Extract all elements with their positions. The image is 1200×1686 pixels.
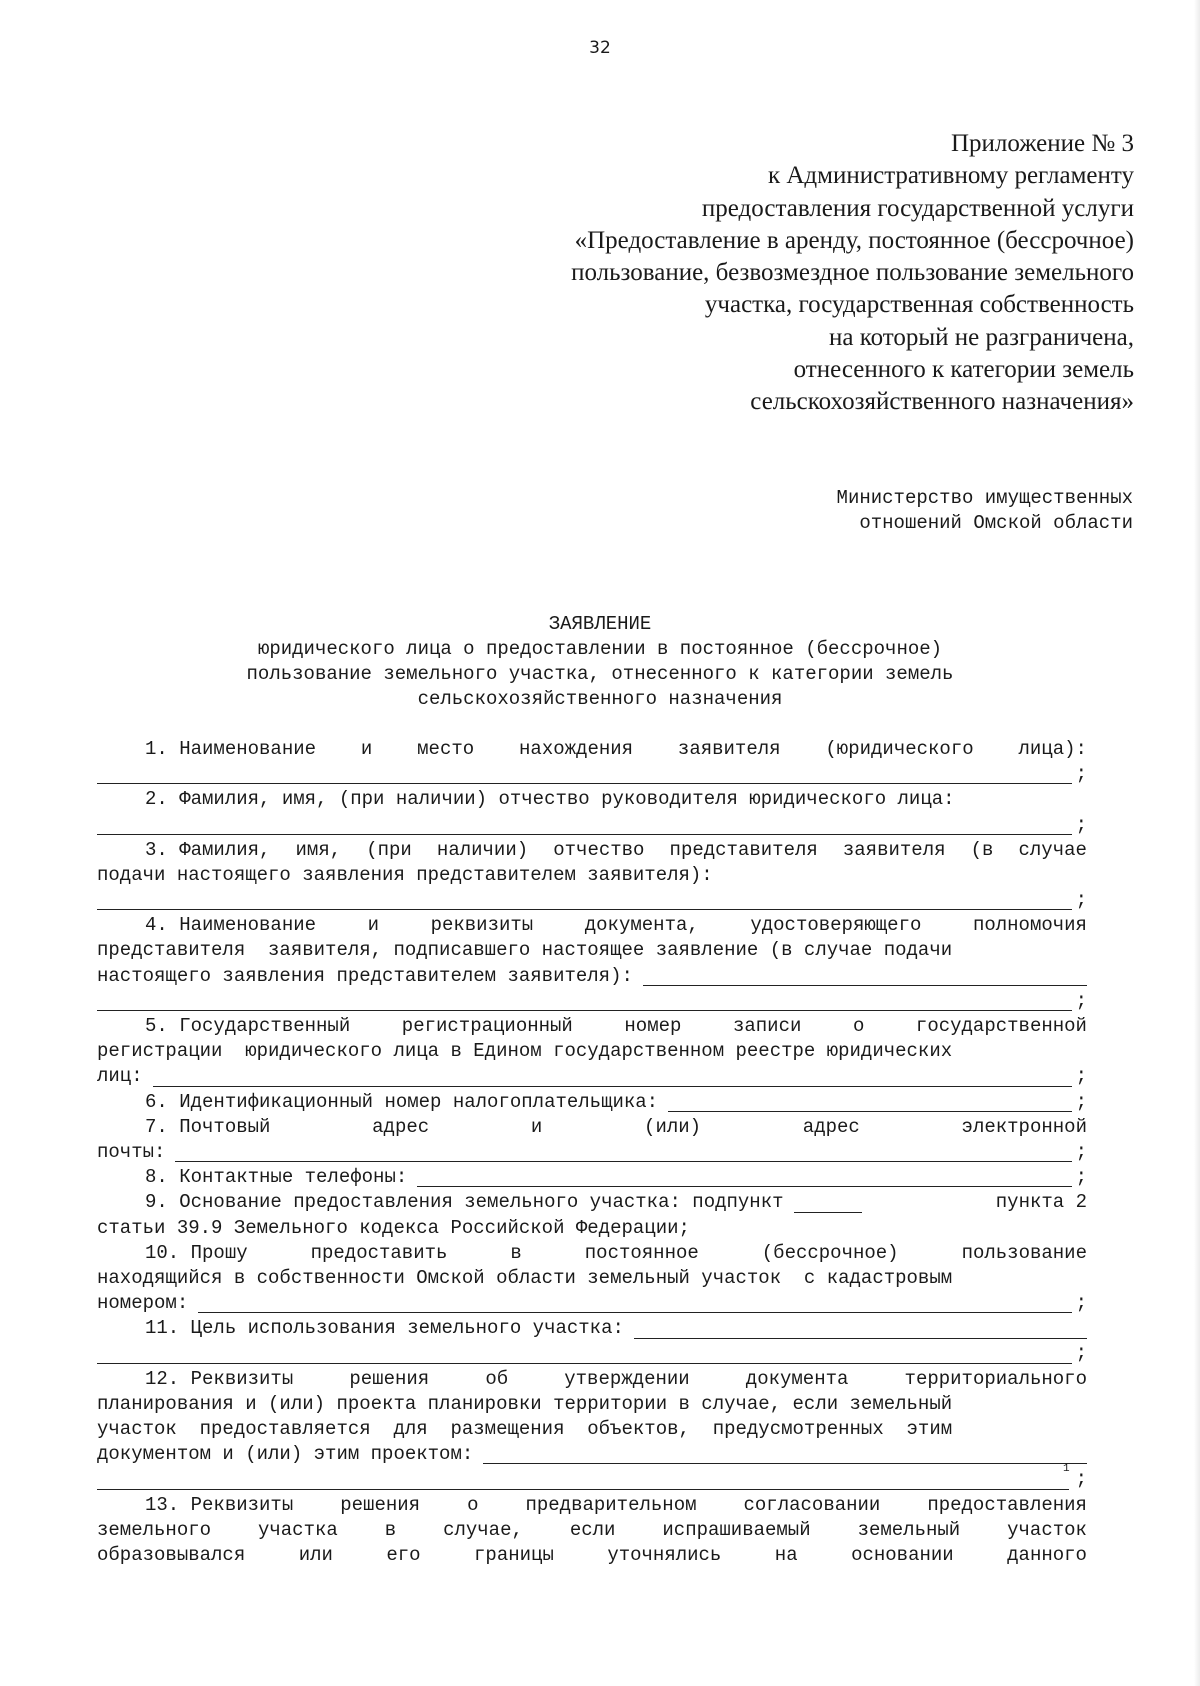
appendix-line: на который не разграничена, — [829, 323, 1134, 351]
planning-document-field[interactable] — [483, 1446, 1087, 1464]
appendix-line: сельскохозяйственного назначения» — [750, 388, 1134, 416]
registration-number-field[interactable] — [153, 1069, 1072, 1087]
appendix-line: «Предоставление в аренду, постоянное (бессрочное) — [574, 226, 1134, 254]
head-name-field[interactable] — [97, 817, 1072, 835]
item-13-label-line-2: земельного участка в случае, если испрашиваемый земельный участок — [97, 1518, 1087, 1541]
form-title-line: сельскохозяйственного назначения — [417, 688, 783, 710]
addressee-line: Министерство имущественных — [836, 487, 1133, 509]
form-title-line: юридического лица о предоставлении в постоянное (бессрочное) — [257, 638, 943, 660]
form-title — [180, 612, 1020, 712]
subparagraph-field[interactable] — [794, 1195, 862, 1213]
item-4-label: 4. Наименование и реквизиты документа, удостоверяющего полномочия — [145, 914, 1087, 937]
item-1-field-line: ; — [97, 762, 1087, 787]
authority-document-field[interactable] — [643, 968, 1087, 986]
item-7-label: 7. Почтовый адрес и (или) адрес электронной — [145, 1115, 1087, 1138]
item-8-field-line: 8. Контактные телефоны: ; — [145, 1166, 1087, 1189]
addressee — [533, 486, 1133, 536]
item-13-label-line-3: образовывался или его границы уточнялись на основании данного — [97, 1543, 1087, 1566]
item-7-field-line: почты: ; — [97, 1140, 1087, 1163]
item-11-field-line: ; — [97, 1342, 1087, 1367]
postal-email-field[interactable] — [175, 1144, 1071, 1162]
item-10-label-line-2: находящийся в собственности Омской области земельный участок с кадастровым — [97, 1266, 953, 1289]
phone-field[interactable] — [417, 1169, 1071, 1187]
applicant-name-field[interactable] — [97, 766, 1072, 784]
item-9-label: 9. Основание предоставления земельного участка: подпункт пункта 2 — [145, 1191, 1087, 1214]
item-3-label: 3. Фамилия, имя, (при наличии) отчество представителя заявителя (в случае — [145, 838, 1087, 861]
appendix-header — [374, 128, 1134, 419]
item-12-label: 12. Реквизиты решения об утверждении документа территориального — [145, 1367, 1087, 1390]
authority-document-field-continued[interactable] — [97, 993, 1072, 1011]
land-use-purpose-field-continued[interactable] — [97, 1346, 1072, 1364]
scan-edge-shadow — [1194, 0, 1200, 1686]
item-4-label-line-2: представителя заявителя, подписавшего настоящее заявление (в случае подачи — [97, 939, 953, 962]
item-12-label-line-4: документом и (или) этим проектом: — [97, 1442, 1087, 1467]
cadastral-number-field[interactable] — [198, 1295, 1071, 1313]
item-2-field-line: ; — [97, 813, 1087, 838]
appendix-line: к Административному регламенту — [767, 162, 1134, 190]
item-4-field-line: ; — [97, 989, 1087, 1014]
land-use-purpose-field[interactable] — [634, 1321, 1087, 1339]
item-9-label-line-2: статьи 39.9 Земельного кодекса Российской Федерации; — [97, 1216, 690, 1239]
item-4-label-line-3: настоящего заявления представителем заявителя): — [97, 964, 1087, 989]
item-6-field-line: 6. Идентификационный номер налогоплательщика: ; — [145, 1090, 1087, 1113]
item-1-label: 1. Наименование и место нахождения заявителя (юридического лица): — [145, 737, 1087, 760]
item-12-label-line-3: участок предоставляется для размещения объектов, предусмотренных этим — [97, 1418, 953, 1441]
appendix-line: отнесенного к категории земель — [793, 356, 1134, 384]
representative-name-field[interactable] — [97, 892, 1072, 910]
item-3-field-line: ; — [97, 888, 1087, 913]
item-13-label: 13. Реквизиты решения о предварительном согласовании предоставления — [145, 1493, 1087, 1516]
item-12-label-line-2: планирования и (или) проекта планировки территории в случае, если земельный — [97, 1392, 953, 1415]
appendix-line: Приложение № 3 — [950, 130, 1134, 157]
item-12-field-line: 1 ; — [97, 1467, 1087, 1492]
tax-id-field[interactable] — [668, 1094, 1072, 1112]
planning-document-field-continued[interactable] — [97, 1472, 1069, 1490]
item-2-label: 2. Фамилия, имя, (при наличии) отчество руководителя юридического лица: — [145, 788, 955, 811]
appendix-line: участка, государственная собственность — [704, 291, 1134, 319]
addressee-line: отношений Омской области — [859, 512, 1133, 534]
appendix-line: пользование, безвозмездное пользование земельного — [571, 259, 1134, 287]
appendix-line: предоставления государственной услуги — [701, 194, 1134, 222]
form-title-heading: ЗАЯВЛЕНИЕ — [548, 613, 652, 635]
item-3-label-line-2: подачи настоящего заявления представителем заявителя): — [97, 863, 713, 886]
item-5-field-line: лиц: ; — [97, 1065, 1087, 1088]
item-5-label-line-2: регистрации юридического лица в Едином государственном реестре юридических — [97, 1040, 953, 1063]
item-10-label: 10. Прошу предоставить в постоянное (бессрочное) пользование — [145, 1241, 1087, 1264]
item-10-field-line: номером: ; — [97, 1292, 1087, 1315]
footnote-marker: 1 — [1062, 1463, 1070, 1476]
item-5-label: 5. Государственный регистрационный номер записи о государственной — [145, 1015, 1087, 1038]
page-number: 32 — [589, 38, 611, 58]
item-11-label: 11. Цель использования земельного участка: — [97, 1316, 1087, 1341]
form-title-line: пользование земельного участка, отнесенного к категории земель — [246, 663, 954, 685]
application-form — [97, 737, 1087, 1568]
